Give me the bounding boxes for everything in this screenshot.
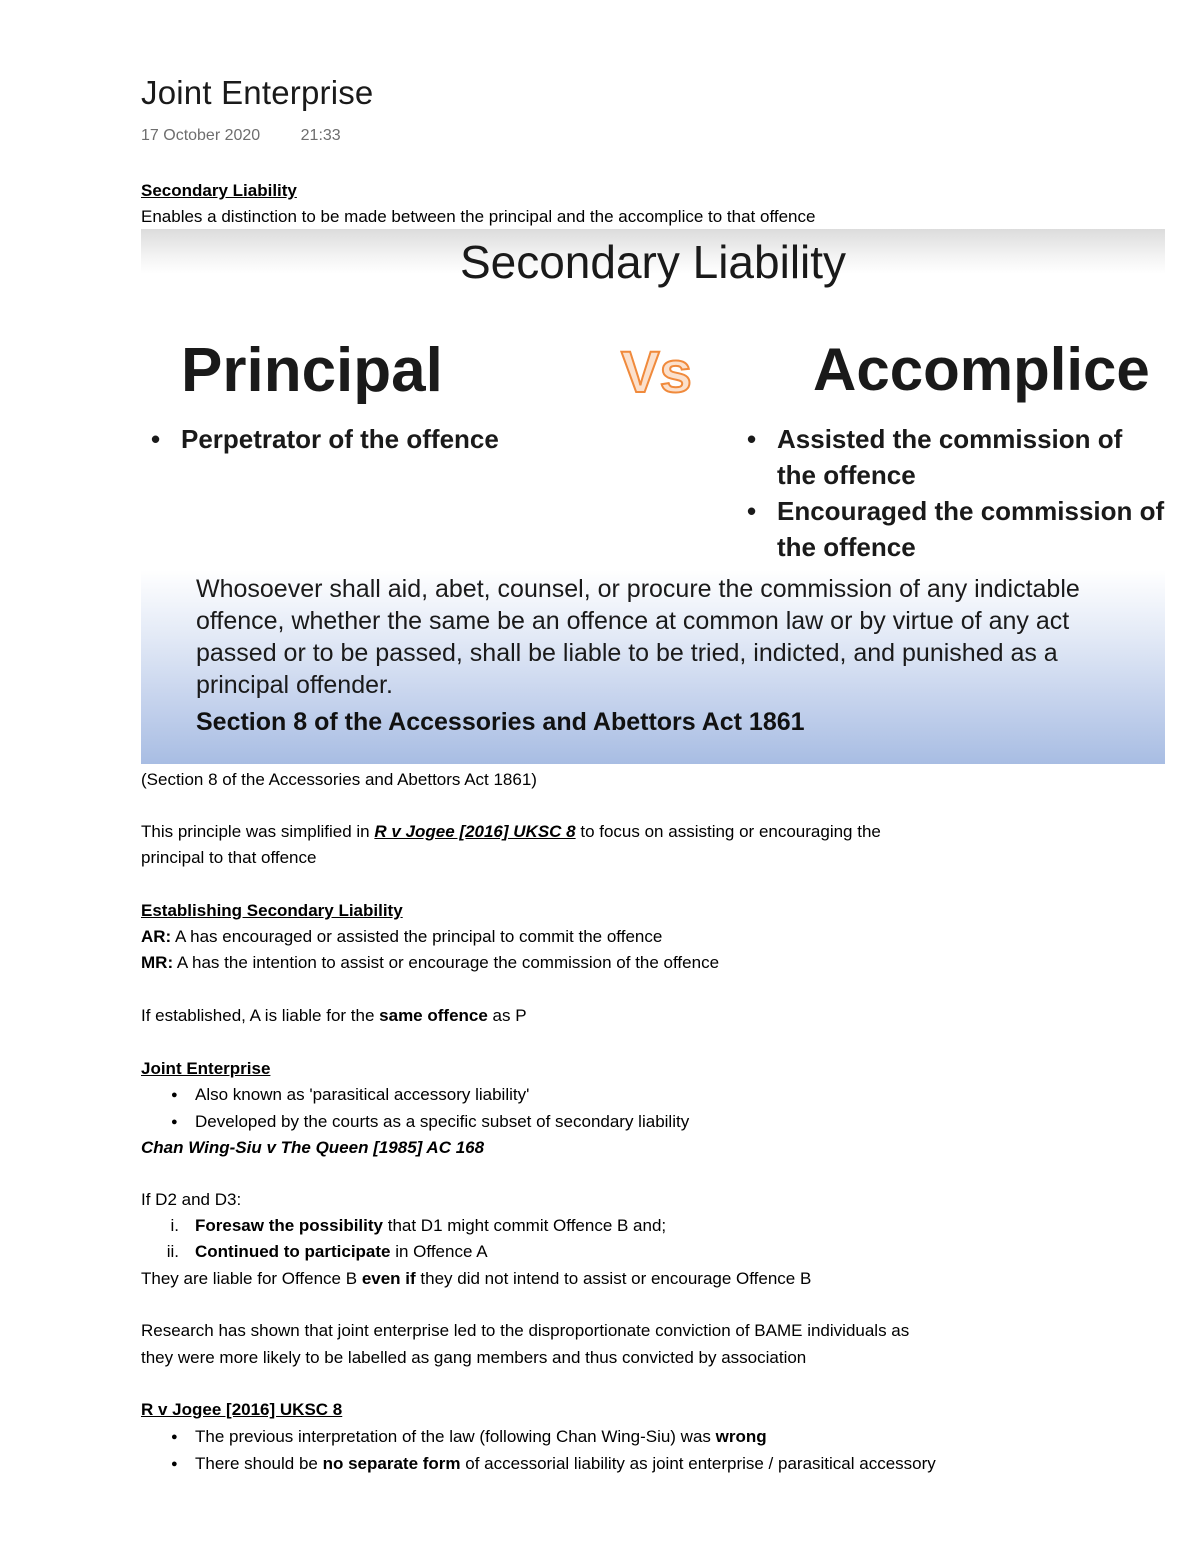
establishing-result: If established, A is liable for the same offence as P [141, 1006, 527, 1025]
heading-joint-enterprise: Joint Enterprise [141, 1059, 271, 1078]
list-item: ii. Continued to participate in Offence A [166, 1242, 488, 1261]
principal-heading: Principal [181, 336, 443, 405]
list-item: ● There should be no separate form of accessorial liability as joint enterprise / parasitical accessory [141, 1451, 936, 1478]
note-metadata [141, 127, 341, 145]
conditions-list [141, 1213, 666, 1265]
heading-establishing: Establishing Secondary Liability [141, 901, 403, 920]
principal-bullet: • Perpetrator of the offence [145, 421, 585, 457]
list-item: ● Developed by the courts as a specific subset of secondary liability [141, 1109, 689, 1136]
case-citation-jogee: R v Jogee [2016] UKSC 8 [374, 822, 576, 841]
list-item: i. Foresaw the possibility that D1 might commit Offence B and; [170, 1216, 667, 1235]
heading-jogee: R v Jogee [2016] UKSC 8 [141, 1400, 343, 1419]
joint-enterprise-bullets [141, 1082, 689, 1135]
list-item: ● The previous interpretation of the law (following Chan Wing-Siu) was wrong [141, 1424, 936, 1451]
page-title: Joint Enterprise [141, 74, 374, 111]
liability-result: They are liable for Offence B even if they did not intend to assist or encourage Offence B [141, 1269, 812, 1288]
list-item: ● Also known as 'parasitical accessory liability' [141, 1082, 689, 1109]
heading-secondary-liability: Secondary Liability [141, 181, 297, 200]
ar-line: AR: A has encouraged or assisted the principal to commit the offence [141, 927, 663, 946]
mr-label: MR: [141, 953, 174, 972]
accomplice-bullets [741, 421, 1165, 565]
statute-quote-source: Section 8 of the Accessories and Abettors Act 1861 [196, 708, 805, 736]
embedded-slide-image [141, 229, 1165, 764]
case-citation-chan: Chan Wing-Siu v The Queen [1985] AC 168 [141, 1138, 485, 1157]
principal-bullets [145, 421, 585, 457]
jogee-paragraph-line-2: principal to that offence [141, 848, 317, 867]
jogee-bullets [141, 1424, 936, 1477]
slide-title: Secondary Liability [459, 236, 847, 288]
slide-caption: (Section 8 of the Accessories and Abettors Act 1861) [141, 770, 537, 789]
research-line-2: they were more likely to be labelled as gang members and thus convicted by association [141, 1348, 807, 1367]
statute-quote-box [141, 570, 1165, 764]
mr-line: MR: A has the intention to assist or encourage the commission of the offence [141, 953, 720, 972]
research-line-1: Research has shown that joint enterprise led to the disproportionate conviction of BAME individuals as [141, 1321, 910, 1340]
note-time: 21:33 [300, 127, 341, 144]
note-date: 17 October 2020 [141, 127, 261, 144]
vs-label: Vs [621, 340, 692, 405]
accomplice-heading: Accomplice [813, 336, 1150, 403]
intro-text: Enables a distinction to be made between the principal and the accomplice to that offence [141, 207, 816, 226]
accomplice-bullet: • Assisted the commission of the offence [741, 421, 1165, 493]
jogee-paragraph-line-1: This principle was simplified in R v Jogee [2016] UKSC 8 to focus on assisting or encouraging the [141, 822, 881, 841]
if-line: If D2 and D3: [141, 1190, 242, 1209]
statute-quote-text: Whosoever shall aid, abet, counsel, or procure the commission of any indictable offence, whether the same be an offence at common law or by virtue of any act passed or to be passed, shall be liable to be tried, indicted, and punished as a principal offender. [196, 575, 1080, 699]
ar-label: AR: [141, 927, 172, 946]
accomplice-bullet: • Encouraged the commission of the offence [741, 493, 1165, 565]
